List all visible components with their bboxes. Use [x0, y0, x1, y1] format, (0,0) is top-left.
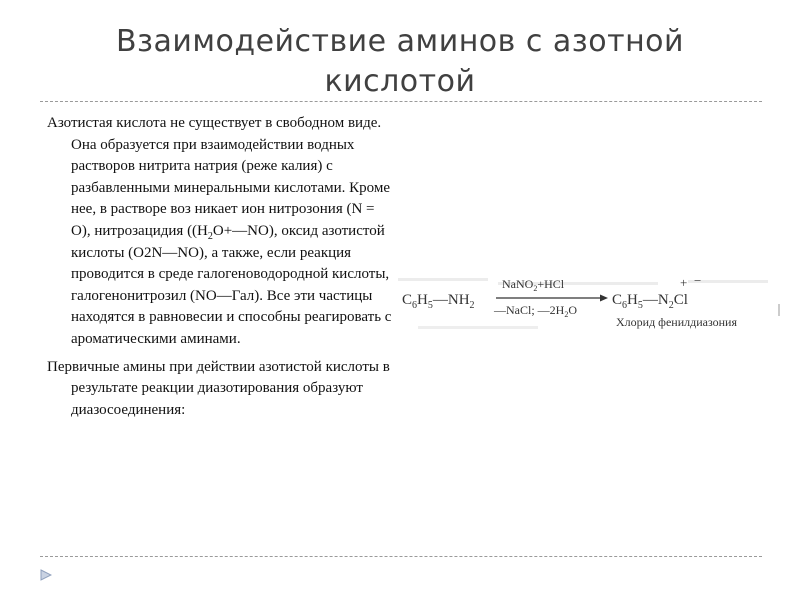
slide-title: Взаимодействие аминов с азотной кислотой — [115, 24, 685, 99]
footer-divider — [40, 556, 762, 557]
negative-charge: − — [694, 273, 702, 288]
paragraph-text-part2: O+—NO), оксид азотистой кислоты (O2N—NO), а также, если реакция проводится в среде галогеноводородной кислоты, галогенонитрозил (NO—Гал). Все эти частицы находятся в равновесии и способны реагировать с ароматическими аминами. — [71, 222, 392, 347]
positive-charge: + — [680, 275, 688, 290]
reaction-arrow — [496, 295, 608, 302]
reactant-formula: $C_6H_5—NH_2$ — [402, 292, 475, 311]
play-arrow-icon — [40, 566, 52, 578]
product-formula: $C_6H_5—N_2Cl$ — [612, 292, 688, 311]
paragraph-text-part1: Азотистая кислота не существует в свободном виде. Она образуется при взаимодействии водных растворов нитрита натрия (реже калия) с разбавленными минеральными кислотами. Кроме нее, в растворе воз никает ион нитрозония (N = O), нитрозацидия ((H — [47, 115, 391, 239]
slide-body — [47, 113, 392, 427]
reagents-above-arrow: NaNO$_2$+HCl — [502, 277, 565, 293]
title-divider — [40, 101, 762, 102]
product-name: Хлорид фенилдиазония — [616, 315, 738, 329]
byproducts-below-arrow: —NaCl; $—2H_2O$ — [494, 303, 578, 319]
bullet-paragraph-nitrous-acid — [47, 113, 392, 351]
bullet-paragraph-primary-amines: Первичные амины при действии азотистой кислоты в результате реакции диазотирования образуют диазосоединения: — [47, 358, 390, 418]
paragraph-subscript: 2 — [207, 230, 213, 242]
diazotization-equation — [398, 268, 780, 346]
